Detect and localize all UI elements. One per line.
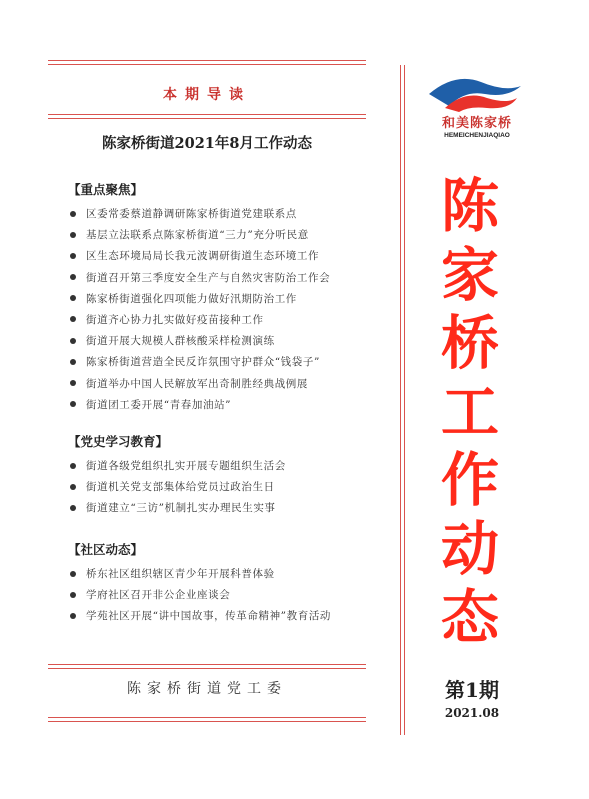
masthead-char: 作 — [440, 446, 499, 514]
bullet-icon — [70, 463, 76, 469]
toc-mid-rule — [48, 114, 366, 119]
bullet-icon — [70, 401, 76, 407]
list-item: 街道齐心协力扎实做好疫苗接种工作 — [68, 310, 368, 331]
list-item: 街道各级党组织扎实开展专题组织生活会 — [68, 456, 368, 477]
bullet-icon — [70, 484, 76, 490]
logo-chinese-text: 和美陈家桥 — [441, 116, 512, 131]
list-item: 区委常委蔡道静调研陈家桥街道党建联系点 — [68, 204, 368, 225]
bullet-icon — [70, 338, 76, 344]
section-focus — [68, 180, 368, 416]
masthead-char: 动 — [440, 514, 499, 583]
issue-date: 2021.08 — [444, 706, 500, 720]
list-item: 街道开展大规模人群核酸采样检测演练 — [68, 331, 368, 352]
bullet-icon — [70, 295, 76, 301]
list-item: 基层立法联系点陈家桥街道“三力”充分听民意 — [68, 225, 368, 246]
issue-number: 第1期 — [445, 678, 499, 702]
bullet-icon — [70, 592, 76, 598]
section-community — [68, 540, 368, 628]
logo-english-text: HEMEICHENJIAQIAO — [444, 132, 510, 139]
bullet-icon — [70, 505, 76, 511]
section-party-history — [68, 432, 368, 520]
bullet-icon — [70, 274, 76, 280]
toc-label: 本期导读 — [163, 87, 251, 103]
vertical-rule-inner — [404, 65, 405, 735]
list-item: 区生态环境局局长我元波调研街道生态环境工作 — [68, 246, 368, 267]
vertical-rule — [400, 65, 401, 735]
list-item: 陈家桥街道营造全民反诈氛围守护群众“钱袋子” — [68, 352, 368, 373]
list-item: 街道建立“三访”机制扎实办理民生实事 — [68, 498, 368, 519]
list-item: 街道团工委开展“青春加油站” — [68, 395, 368, 416]
bullet-icon — [70, 253, 76, 259]
bullet-icon — [70, 380, 76, 386]
masthead-char: 态 — [440, 583, 499, 651]
footer-bottom-rule — [48, 717, 366, 722]
bullet-icon — [70, 571, 76, 577]
list-item: 街道举办中国人民解放军出奇制胜经典战例展 — [68, 374, 368, 395]
bullet-icon — [70, 211, 76, 217]
section-heading: 【重点聚焦】 — [68, 182, 144, 197]
footer-organization: 陈家桥街道党工委 — [127, 681, 287, 697]
masthead-char: 桥 — [440, 309, 499, 377]
section-heading: 【党史学习教育】 — [68, 434, 169, 449]
list-item: 学苑社区开展“讲中国故事，传革命精神”教育活动 — [68, 606, 368, 627]
masthead-title — [430, 172, 510, 652]
section-heading: 【社区动态】 — [68, 542, 144, 557]
bullet-icon — [70, 359, 76, 365]
list-item: 陈家桥街道强化四项能力做好汛期防治工作 — [68, 289, 368, 310]
list-item: 学府社区召开非公企业座谈会 — [68, 585, 368, 606]
bullet-icon — [70, 316, 76, 322]
footer-top-rule — [48, 664, 366, 669]
list-item: 桥东社区组织辖区青少年开展科普体验 — [68, 564, 368, 585]
bullet-icon — [70, 613, 76, 619]
list-item: 街道机关党支部集体给党员过政治生日 — [68, 477, 368, 498]
bullet-icon — [70, 232, 76, 238]
masthead-char: 家 — [440, 240, 499, 309]
list-item: 街道召开第三季度安全生产与自然灾害防治工作会 — [68, 268, 368, 289]
masthead-char: 陈 — [440, 172, 499, 240]
masthead-char: 工 — [440, 377, 499, 446]
toc-top-rule — [48, 60, 366, 65]
issue-title: 陈家桥街道2021年8月工作动态 — [102, 135, 312, 152]
